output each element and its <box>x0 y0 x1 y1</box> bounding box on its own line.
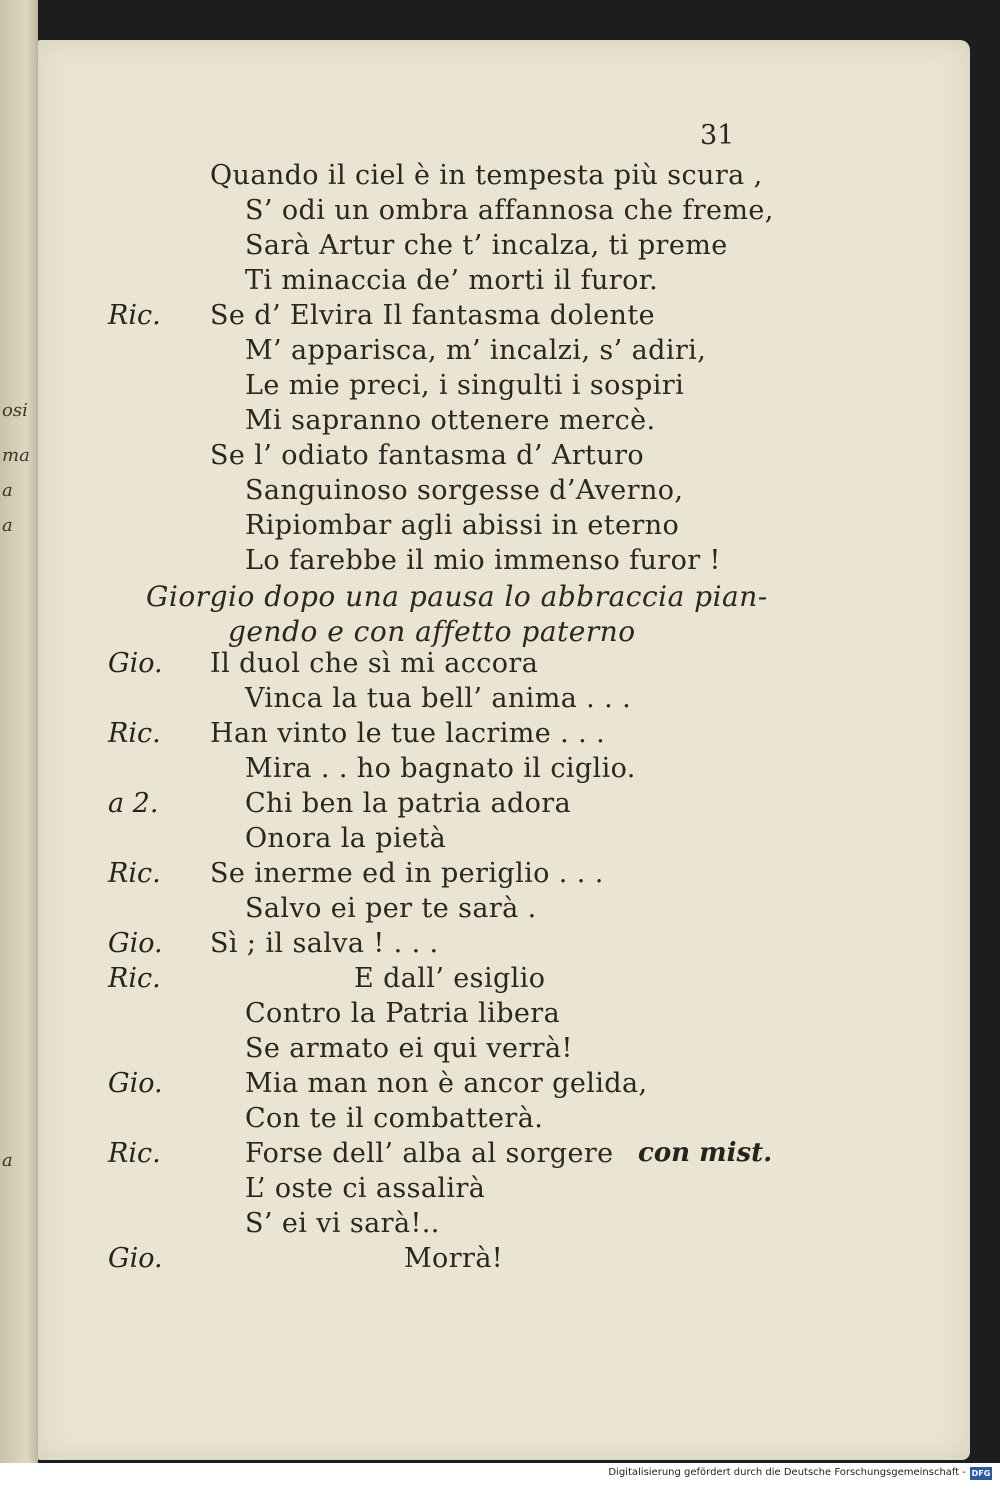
verse-text: Se armato ei qui verrà! <box>245 1033 573 1064</box>
verse-line <box>38 1068 970 1102</box>
dfg-logo-icon: DFG <box>971 1469 991 1478</box>
verse-text: Ripiombar agli abissi in eterno <box>245 510 680 541</box>
verse-text: Con te il combatterà. <box>245 1103 544 1134</box>
speaker-label: Gio. <box>108 648 163 679</box>
verse-line <box>38 265 970 299</box>
verse-line <box>38 475 970 509</box>
verse-line <box>38 195 970 229</box>
verse-line <box>38 230 970 264</box>
verse-line <box>38 1138 970 1172</box>
verse-line <box>38 648 970 682</box>
verse-line <box>38 928 970 962</box>
verse-line <box>38 1103 970 1137</box>
stage-direction: Giorgio dopo una pausa lo abbraccia pian- <box>146 580 768 613</box>
verse-line <box>38 300 970 334</box>
verse-text: Se l’ odiato fantasma d’ Arturo <box>210 440 645 471</box>
verse-text: S’ ei vi sarà!.. <box>245 1208 440 1239</box>
verse-text: Onora la pietà <box>245 823 447 854</box>
prev-page-fragment: a <box>2 480 13 501</box>
verse-line <box>38 858 970 892</box>
verse-line <box>38 963 970 997</box>
stage-direction-line <box>38 580 970 614</box>
stage-direction: gendo e con affetto paterno <box>228 615 636 648</box>
page-number: 31 <box>700 120 735 151</box>
verse-text: E dall’ esiglio <box>354 963 546 994</box>
verse-text: S’ odi un ombra affannosa che freme, <box>245 195 774 226</box>
verse-line <box>38 545 970 579</box>
verse-line <box>38 1173 970 1207</box>
verse-line <box>38 788 970 822</box>
verse-line <box>38 405 970 439</box>
verse-line <box>38 160 970 194</box>
verse-line <box>38 335 970 369</box>
verse-text: M’ apparisca, m’ incalzi, s’ adiri, <box>245 335 707 366</box>
verse-line <box>38 998 970 1032</box>
verse-line <box>38 1033 970 1067</box>
verse-line <box>38 718 970 752</box>
speaker-label: Ric. <box>108 858 161 889</box>
prev-page-fragment: a <box>2 515 13 536</box>
verse-text: Lo farebbe il mio immenso furor ! <box>245 545 721 576</box>
digitization-footer <box>0 1463 1000 1485</box>
verse-text: Mia man non è ancor gelida, <box>245 1068 648 1099</box>
verse-text: Se d’ Elvira Il fantasma dolente <box>210 300 655 331</box>
verse-text: L’ oste ci assalirà <box>245 1173 486 1204</box>
verse-line <box>38 683 970 717</box>
verse-text: Sì ; il salva ! . . . <box>210 928 439 959</box>
speaker-label: Gio. <box>108 1068 163 1099</box>
speaker-label: Ric. <box>108 1138 161 1169</box>
verse-text: Il duol che sì mi accora <box>210 648 539 679</box>
verse-line <box>38 823 970 857</box>
footer-credit-text: Digitalisierung gefördert durch die Deutsche Forschungsgemeinschaft - <box>608 1467 966 1478</box>
speaker-label: Ric. <box>108 300 161 331</box>
verse-text: Chi ben la patria adora <box>245 788 572 819</box>
verse-text: Vinca la tua bell’ anima . . . <box>245 683 632 714</box>
speaker-label: Ric. <box>108 718 161 749</box>
verse-text: Morrà! <box>404 1243 504 1274</box>
verse-text: Le mie preci, i singulti i sospiri <box>245 370 685 401</box>
verse-text: Se inerme ed in periglio . . . <box>210 858 604 889</box>
margin-note: con mist. <box>638 1138 773 1168</box>
verse-line <box>38 893 970 927</box>
verse-text: Sarà Artur che t’ incalza, ti preme <box>245 230 728 261</box>
verse-text: Mira . . ho bagnato il ciglio. <box>245 753 636 784</box>
speaker-label: a 2. <box>108 788 159 819</box>
previous-page-edge <box>0 0 38 1470</box>
verse-text: Ti minaccia de’ morti il furor. <box>245 265 659 296</box>
speaker-label: Gio. <box>108 1243 163 1274</box>
verse-text: Salvo ei per te sarà . <box>245 893 537 924</box>
verse-line <box>38 370 970 404</box>
verse-line <box>38 753 970 787</box>
prev-page-fragment: a <box>2 1150 13 1171</box>
verse-text: Forse dell’ alba al sorgere <box>245 1138 614 1169</box>
speaker-label: Gio. <box>108 928 163 959</box>
book-page <box>38 40 970 1460</box>
verse-line <box>38 440 970 474</box>
verse-text: Sanguinoso sorgesse d’Averno, <box>245 475 684 506</box>
speaker-label: Ric. <box>108 963 161 994</box>
prev-page-fragment: osi <box>2 400 28 421</box>
verse-text: Contro la Patria libera <box>245 998 561 1029</box>
verse-text: Han vinto le tue lacrime . . . <box>210 718 606 749</box>
verse-line <box>38 510 970 544</box>
prev-page-fragment: ma <box>2 445 30 466</box>
stage-direction-line <box>38 615 970 649</box>
verse-text: Mi sapranno ottenere mercè. <box>245 405 656 436</box>
verse-line <box>38 1208 970 1242</box>
verse-line <box>38 1243 970 1277</box>
verse-text: Quando il ciel è in tempesta più scura , <box>210 160 763 191</box>
